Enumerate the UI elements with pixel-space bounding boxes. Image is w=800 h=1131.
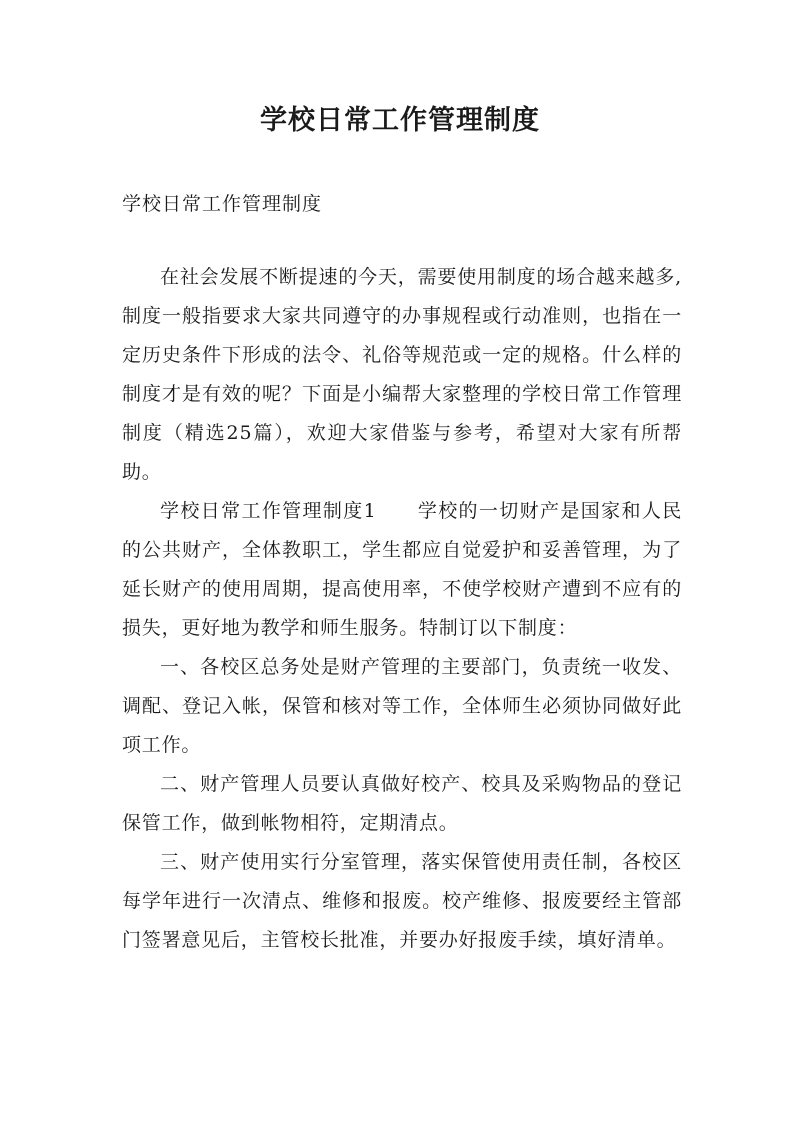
document-title: 学校日常工作管理制度 [260,105,540,136]
paragraph-intro: 在社会发展不断提速的今天，需要使用制度的场合越来越多,制度一般指要求大家共同遵守的办事规程或行动准则，也指在一定历史条件下形成的法令、礼俗等规范或一定的规格。什么样的制度才是有效的呢？下面是小编帮大家整理的学校日常工作管理制度（精选25篇），欢迎大家借鉴与参考，希望对大家有所帮助。 [122,266,682,483]
paragraph-item-2: 二、财产管理人员要认真做好校产、校具及采购物品的登记保管工作，做到帐物相符，定期清点。 [122,773,682,834]
document-body [122,258,682,960]
document-subtitle: 学校日常工作管理制度 [122,193,323,215]
paragraph-item-3: 三、财产使用实行分室管理，落实保管使用责任制，各校区每学年进行一次清点、维修和报废。校产维修、报废要经主管部门签署意见后，主管校长批准，并要办好报废手续，填好清单。 [122,851,682,951]
paragraph-item-1: 一、各校区总务处是财产管理的主要部门，负责统一收发、调配、登记入帐，保管和核对等工作，全体师生必须协同做好此项工作。 [122,656,682,756]
paragraph-section-1: 学校日常工作管理制度1 学校的一切财产是国家和人民的公共财产，全体教职工，学生都应自觉爱护和妥善管理，为了延长财产的使用周期，提高使用率，不使学校财产遭到不应有的损失，更好地为教学和师生服务。特制订以下制度： [122,500,682,639]
